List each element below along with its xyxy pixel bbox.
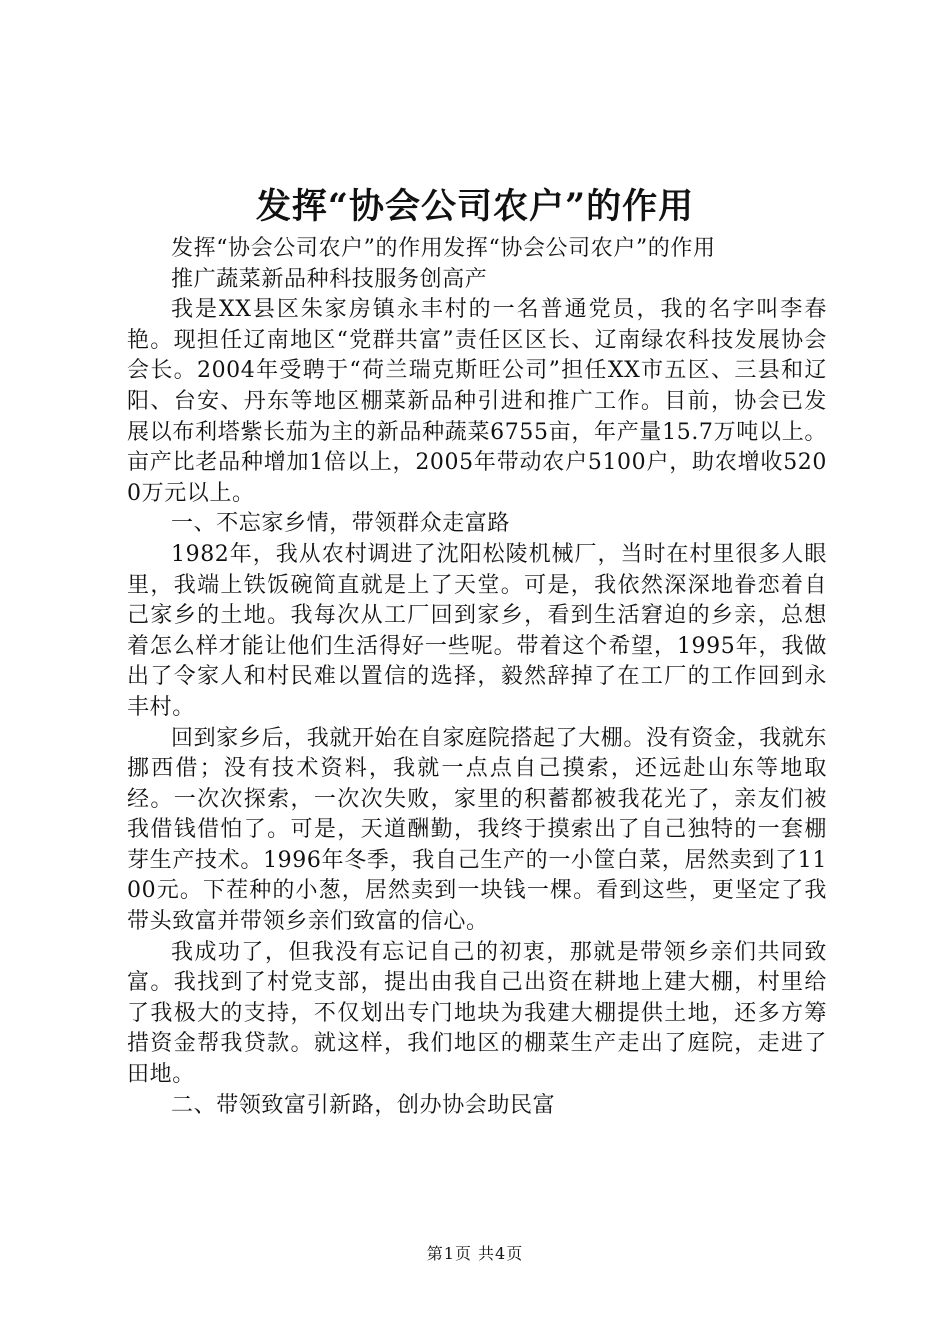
document-title: 发挥“协会公司农户”的作用 [255, 186, 695, 227]
paragraph-heading-repeat: 发挥“协会公司农户”的作用发挥“协会公司农户”的作用 [171, 236, 716, 261]
section-heading-1: 一、不忘家乡情，带领群众走富路 [171, 511, 511, 537]
paragraph-common-prosperity: 我成功了，但我没有忘记自己的初衷，那就是带领乡亲们共同致富。我找到了村党支部，提出由我自己出资在耕地上建大棚，村里给了我极大的支持，不仅划出专门地块为我建大棚提供土地，还多方筹措资金帮我贷款。就这样，我们地区的棚菜生产走出了庭院，走进了田地。 [127, 939, 827, 1088]
paragraph-introduction: 我是XX县区朱家房镇永丰村的一名普通党员，我的名字叫李春艳。现担任辽南地区“党群共富”责任区区长、辽南绿农科技发展协会会长。2004年受聘于“荷兰瑞克斯旺公司”担任XX市五区、三县和辽阳、台安、丹东等地区棚菜新品种引进和推广工作。目前，协会已发展以布利塔紫长茄为主的新品种蔬菜6755亩，年产量15.7万吨以上。亩产比老品种增加1倍以上，2005年带动农户5100户，助农增收5200万元以上。 [127, 297, 827, 506]
document-body [127, 234, 827, 1121]
paragraph-returning-home: 1982年，我从农村调进了沈阳松陵机械厂，当时在村里很多人眼里，我端上铁饭碗简直就是上了天堂。可是，我依然深深地眷恋着自己家乡的土地。我每次从工厂回到家乡，看到生活窘迫的乡亲，总想着怎么样才能让他们生活得好一些呢。带着这个希望，1995年，我做出了令家人和村民难以置信的选择，毅然辞掉了在工厂的工作回到永丰村。 [127, 541, 827, 720]
paragraph-subtitle: 推广蔬菜新品种科技服务创高产 [171, 266, 488, 292]
paragraph-greenhouse-start: 回到家乡后，我就开始在自家庭院搭起了大棚。没有资金，我就东挪西借；没有技术资料，我就一点点自己摸索，还远赴山东等地取经。一次次探索，一次次失败，家里的积蓄都被我花光了，亲友们被我借钱借怕了。可是，天道酬勤，我终于摸索出了自己独特的一套棚芽生产技术。1996年冬季，我自己生产的一小筐白菜，居然卖到了1100元。下茬种的小葱，居然卖到一块钱一棵。看到这些，更坚定了我带头致富并带领乡亲们致富的信心。 [127, 725, 827, 935]
page-number-footer: 第1页 共4页 [426, 1244, 524, 1263]
section-heading-2: 二、带领致富引新路，创办协会助民富 [171, 1092, 556, 1118]
